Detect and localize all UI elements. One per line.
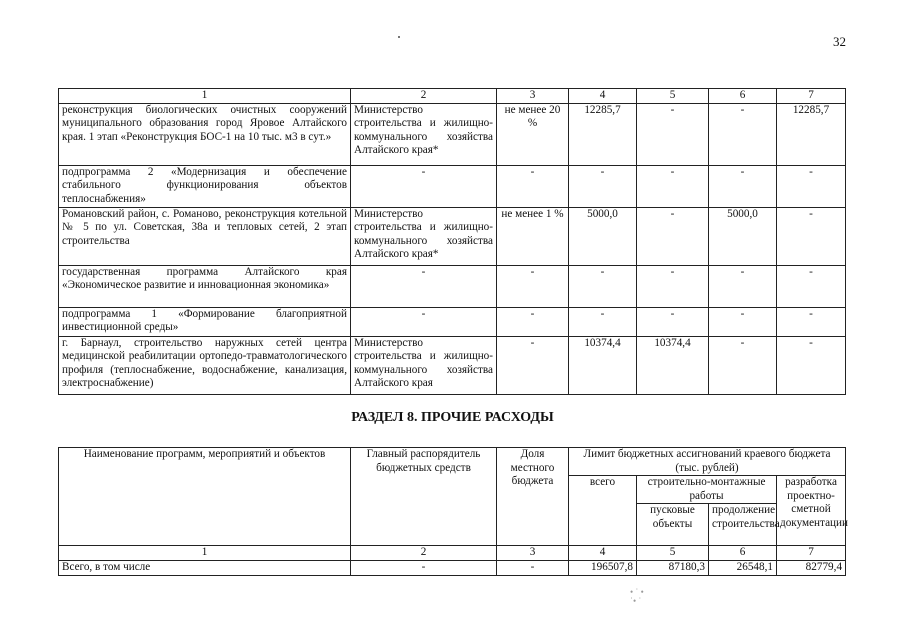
value-continuing: -: [709, 103, 777, 165]
value-startup: 87180,3: [637, 560, 709, 575]
local-share: -: [497, 560, 569, 575]
object-name: Романовский район, с. Романово, реконструкция котельной № 5 по ул. Советская, 38а и тепловых сетей, 2 этап строительства: [59, 207, 351, 265]
object-name: реконструкция биологических очистных сооружений муниципального образования город Яровое Алтайского края. 1 этап «Реконструкция БОС-1 на 10 тыс. м3 в сут.»: [59, 103, 351, 165]
header-limit: Лимит бюджетных ассигнований краевого бюджета (тыс. рублей): [569, 448, 846, 476]
table-row: [59, 265, 846, 307]
value-design: -: [777, 336, 846, 394]
executor: -: [351, 560, 497, 575]
header-total: всего: [569, 476, 637, 546]
table-row-total: [59, 560, 846, 575]
value-total: -: [569, 265, 637, 307]
col-num-6: 6: [709, 89, 777, 104]
value-total: 5000,0: [569, 207, 637, 265]
value-continuing: -: [709, 336, 777, 394]
scan-dot: [398, 36, 400, 38]
local-share: -: [497, 165, 569, 207]
value-design: -: [777, 165, 846, 207]
table-row: [59, 165, 846, 207]
executor: Министерство строительства и жилищно-коммунального хозяйства Алтайского края: [351, 336, 497, 394]
value-total: 10374,4: [569, 336, 637, 394]
value-design: 82779,4: [777, 560, 846, 575]
value-continuing: -: [709, 307, 777, 336]
value-design: -: [777, 307, 846, 336]
budget-table-continued: [58, 88, 846, 395]
col-num-7: 7: [777, 89, 846, 104]
object-name: г. Барнаул, строительство наружных сетей центра медицинской реабилитации ортопедо-травматологического профиля (теплоснабжение, водоснабжение, канализация, электроснабжение): [59, 336, 351, 394]
value-startup: -: [637, 307, 709, 336]
page-number: 32: [833, 34, 846, 49]
header-name: Наименование программ, мероприятий и объектов: [59, 448, 351, 546]
local-share: -: [497, 307, 569, 336]
col-num-5: 5: [637, 89, 709, 104]
executor: Министерство строительства и жилищно-коммунального хозяйства Алтайского края*: [351, 103, 497, 165]
table-row: [59, 307, 846, 336]
value-design: -: [777, 207, 846, 265]
value-total: 12285,7: [569, 103, 637, 165]
column-number-row: [59, 89, 846, 104]
object-name: подпрограмма 2 «Модернизация и обеспечение стабильного функционирования объектов теплоснабжения»: [59, 165, 351, 207]
local-share: -: [497, 336, 569, 394]
pen-mark: • ˙ • ˙• ˙: [630, 587, 644, 606]
header-design: разработка проектно-сметной документации: [777, 476, 846, 546]
header-executor: Главный распорядитель бюджетных средств: [351, 448, 497, 546]
section-title: РАЗДЕЛ 8. ПРОЧИЕ РАСХОДЫ: [351, 410, 554, 425]
value-design: -: [777, 265, 846, 307]
value-continuing: 26548,1: [709, 560, 777, 575]
col-num-2: 2: [351, 546, 497, 561]
local-share: не менее 1 %: [497, 207, 569, 265]
executor: Министерство строительства и жилищно-коммунального хозяйства Алтайского края*: [351, 207, 497, 265]
header-row-1: [59, 448, 846, 476]
col-num-3: 3: [497, 89, 569, 104]
header-continuing: продолжение строительства: [709, 504, 777, 546]
local-share: -: [497, 265, 569, 307]
value-startup: -: [637, 265, 709, 307]
col-num-1: 1: [59, 546, 351, 561]
value-startup: -: [637, 165, 709, 207]
table-row: [59, 103, 846, 165]
object-name: Всего, в том числе: [59, 560, 351, 575]
col-num-4: 4: [569, 546, 637, 561]
col-num-4: 4: [569, 89, 637, 104]
value-continuing: -: [709, 265, 777, 307]
table-row: [59, 336, 846, 394]
value-continuing: -: [709, 165, 777, 207]
col-num-2: 2: [351, 89, 497, 104]
column-number-row: [59, 546, 846, 561]
header-construction: строительно-монтажные работы: [637, 476, 777, 504]
object-name: государственная программа Алтайского края «Экономическое развитие и инновационная экономика»: [59, 265, 351, 307]
value-total: -: [569, 165, 637, 207]
value-startup: -: [637, 103, 709, 165]
col-num-7: 7: [777, 546, 846, 561]
value-design: 12285,7: [777, 103, 846, 165]
executor: -: [351, 165, 497, 207]
header-local-share: Доля местного бюджета: [497, 448, 569, 546]
executor: -: [351, 265, 497, 307]
value-startup: 10374,4: [637, 336, 709, 394]
col-num-3: 3: [497, 546, 569, 561]
table-row: [59, 207, 846, 265]
col-num-1: 1: [59, 89, 351, 104]
other-expenses-table: [58, 447, 846, 576]
local-share: не менее 20 %: [497, 103, 569, 165]
value-startup: -: [637, 207, 709, 265]
header-startup: пусковые объекты: [637, 504, 709, 546]
object-name: подпрограмма 1 «Формирование благоприятной инвестиционной среды»: [59, 307, 351, 336]
col-num-5: 5: [637, 546, 709, 561]
value-total: -: [569, 307, 637, 336]
col-num-6: 6: [709, 546, 777, 561]
executor: -: [351, 307, 497, 336]
value-continuing: 5000,0: [709, 207, 777, 265]
value-total: 196507,8: [569, 560, 637, 575]
